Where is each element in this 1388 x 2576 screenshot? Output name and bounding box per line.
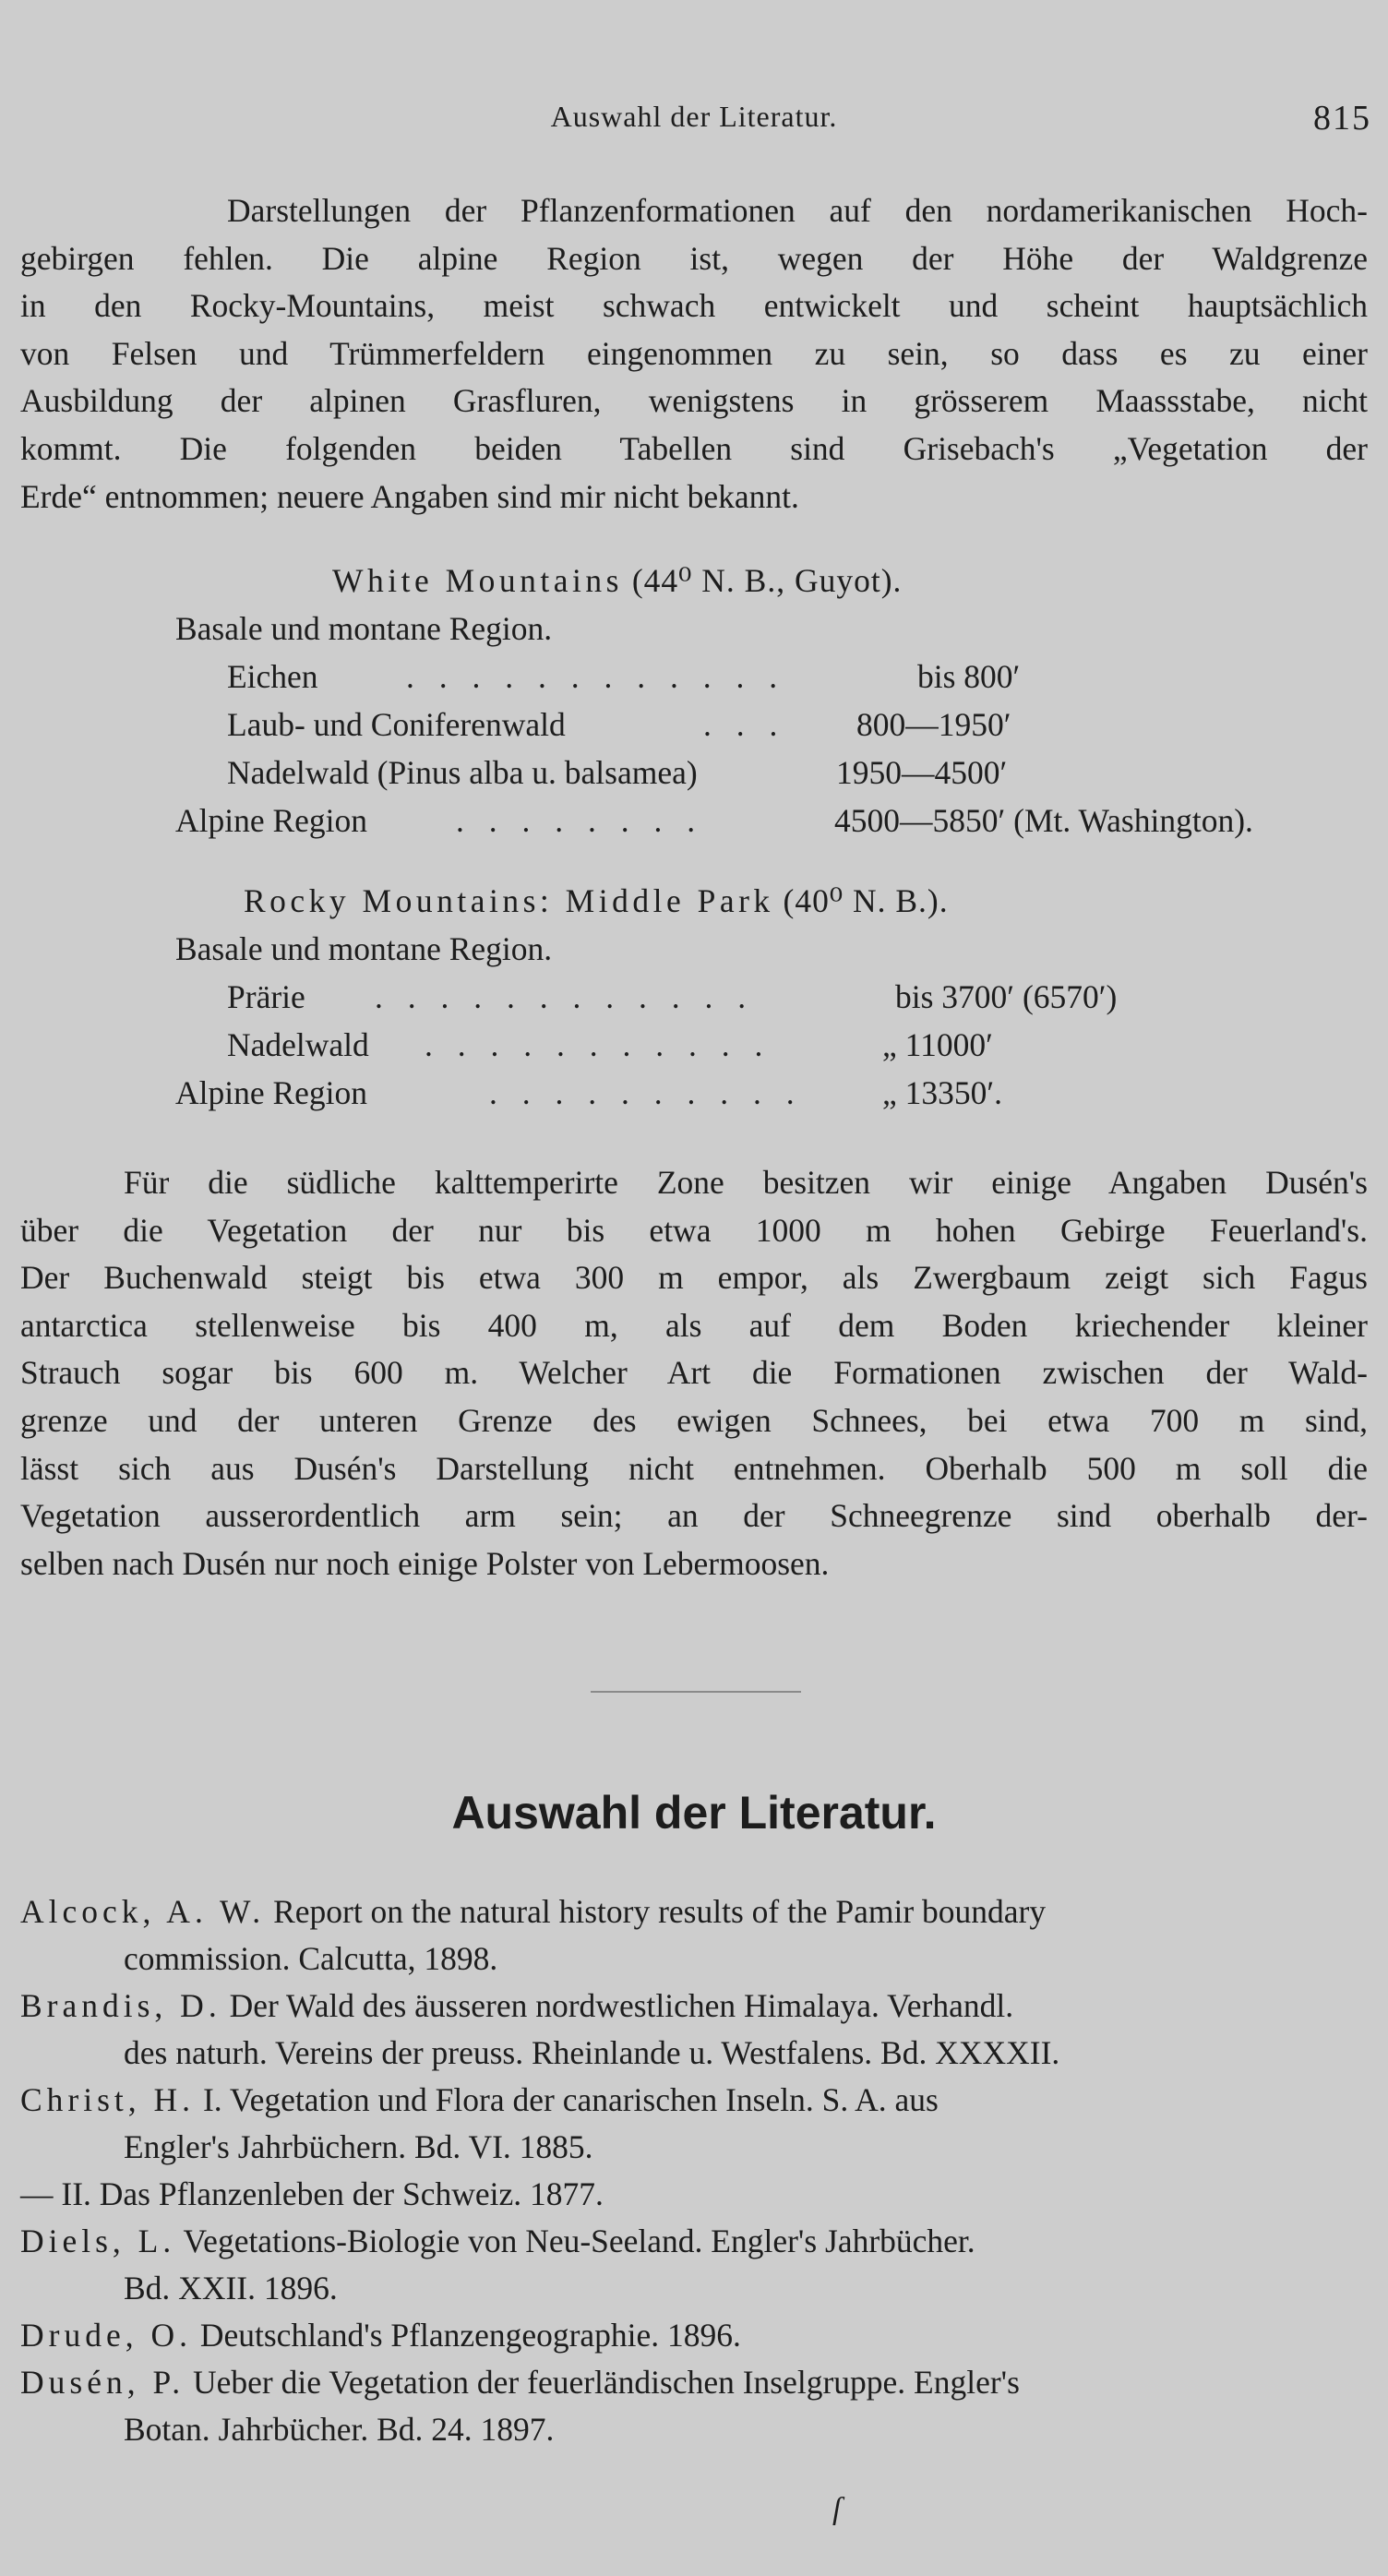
text-line: Für die südliche kalttemperirte Zone besitzen wir einige Angaben Dusén's xyxy=(124,1164,1368,1201)
table-row-value: 800—1950′ xyxy=(856,706,1011,743)
text-line: lässt sich aus Dusén's Darstellung nicht entnehmen. Oberhalb 500 m soll die xyxy=(20,1449,1368,1487)
table-row-dots: . . . . . . . . xyxy=(456,802,704,839)
table-row-value: „ 13350′. xyxy=(882,1074,1003,1111)
text-line: grenze und der unteren Grenze des ewigen Schnees, bei etwa 700 m sind, xyxy=(20,1402,1368,1439)
text-line: von Felsen und Trümmerfeldern eingenommen zu sein, so dass es zu einer xyxy=(20,334,1368,372)
text-line: in den Rocky-Mountains, meist schwach entwickelt und scheint hauptsächlich xyxy=(20,287,1368,325)
text-line: Strauch sogar bis 600 m. Welcher Art die Formationen zwischen der Wald- xyxy=(20,1354,1368,1392)
text-line: antarctica stellenweise bis 400 m, als auf dem Boden kriechender kleiner xyxy=(20,1306,1368,1344)
running-title: Auswahl der Literatur. xyxy=(550,100,838,133)
text-line: Darstellungen der Pflanzenformationen auf den nordamerikanischen Hoch- xyxy=(227,192,1368,229)
running-head xyxy=(0,100,1388,146)
table-row-label: Nadelwald xyxy=(227,1026,369,1063)
text-line: kommt. Die folgenden beiden Tabellen sind Grisebach's „Vegetation der xyxy=(20,430,1368,467)
text-line: Ausbildung der alpinen Grasfluren, wenigstens in grösserem Maassstabe, nicht xyxy=(20,382,1368,420)
reference-entry: Brandis, D. Der Wald des äusseren nordwestlichen Himalaya. Verhandl. xyxy=(20,1987,1014,2024)
reference-continuation: Engler's Jahrbüchern. Bd. VI. 1885. xyxy=(124,2128,593,2165)
table-group-label: Basale und montane Region. xyxy=(175,610,553,647)
table-group-label: Basale und montane Region. xyxy=(175,930,553,967)
text-line: Erde“ entnommen; neuere Angaben sind mir nicht bekannt. xyxy=(20,477,799,515)
table-row-value: „ 11000′ xyxy=(882,1026,993,1063)
text-line: gebirgen fehlen. Die alpine Region ist, wegen der Höhe der Waldgrenze xyxy=(20,239,1368,277)
table-row-value: 1950—4500′ xyxy=(836,754,1008,791)
reference-entry: Diels, L. Vegetations-Biologie von Neu-Seeland. Engler's Jahrbücher. xyxy=(20,2223,975,2259)
reference-continuation: des naturh. Vereins der preuss. Rheinlande u. Westfalens. Bd. XXXXII. xyxy=(124,2034,1060,2071)
text-line: Vegetation ausserordentlich arm sein; an der Schneegrenze sind oberhalb der- xyxy=(20,1497,1368,1535)
table-row-value: bis 800′ xyxy=(917,658,1021,695)
footer-mark: ſ xyxy=(832,2492,842,2526)
reference-entry: — II. Das Pflanzenleben der Schweiz. 1877. xyxy=(20,2175,604,2212)
table-row-label: Nadelwald (Pinus alba u. balsamea) xyxy=(227,754,698,791)
section-heading: Auswahl der Literatur. xyxy=(451,1787,937,1839)
table-row-value: bis 3700′ (6570′) xyxy=(895,978,1118,1015)
table-title: Rocky Mountains: Middle Park (40⁰ N. B.). xyxy=(244,882,949,919)
table-row-label: Prärie xyxy=(227,978,305,1015)
table-row-label: Eichen xyxy=(227,658,318,695)
table-row-value: 4500—5850′ (Mt. Washington). xyxy=(834,802,1253,839)
table-row-dots: . . . . . . . . . . . . xyxy=(406,658,786,695)
reference-continuation: Botan. Jahrbücher. Bd. 24. 1897. xyxy=(124,2411,555,2448)
table-row-dots: . . . xyxy=(703,706,786,743)
table-row-dots: . . . . . . . . . . xyxy=(489,1074,803,1111)
text-line: selben nach Dusén nur noch einige Polster von Lebermoosen. xyxy=(20,1544,830,1582)
reference-entry: Dusén, P. Ueber die Vegetation der feuerländischen Inselgruppe. Engler's xyxy=(20,2364,1020,2401)
table-row-dots: . . . . . . . . . . . xyxy=(425,1026,772,1063)
reference-entry: Drude, O. Deutschland's Pflanzengeographie. 1896. xyxy=(20,2317,741,2354)
text-line: Der Buchenwald steigt bis etwa 300 m empor, als Zwergbaum zeigt sich Fagus xyxy=(20,1259,1368,1297)
table-row-label: Alpine Region xyxy=(175,802,368,839)
text-line: über die Vegetation der nur bis etwa 1000 m hohen Gebirge Feuerland's. xyxy=(20,1211,1368,1249)
reference-entry: Christ, H. I. Vegetation und Flora der canarischen Inseln. S. A. aus xyxy=(20,2081,939,2118)
table-row-dots: . . . . . . . . . . . . xyxy=(375,978,755,1015)
table-title: White Mountains (44⁰ N. B., Guyot). xyxy=(332,562,903,599)
section-separator xyxy=(591,1691,801,1693)
page-number: 815 xyxy=(1313,99,1371,138)
table-row-label: Alpine Region xyxy=(175,1074,368,1111)
table-row-label: Laub- und Coniferenwald xyxy=(227,706,566,743)
reference-continuation: commission. Calcutta, 1898. xyxy=(124,1940,498,1977)
reference-entry: Alcock, A. W. Report on the natural history results of the Pamir boundary xyxy=(20,1893,1047,1930)
reference-continuation: Bd. XXII. 1896. xyxy=(124,2270,338,2306)
